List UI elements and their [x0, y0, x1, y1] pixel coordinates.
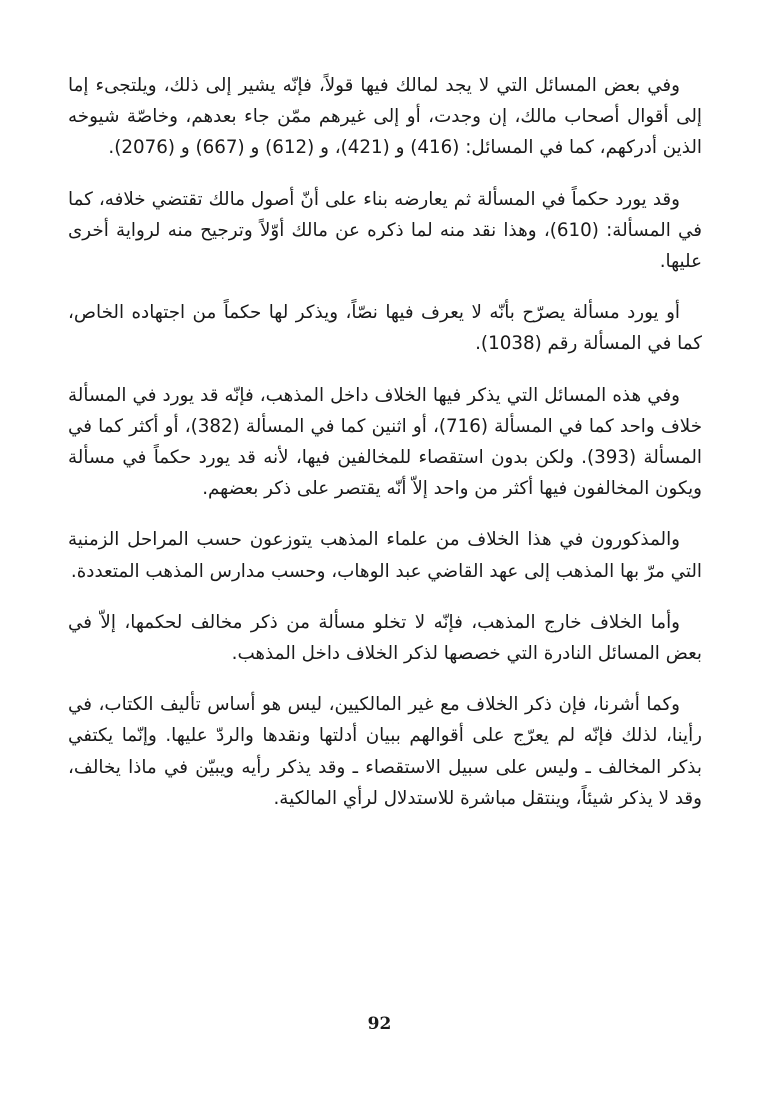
page-number: 92 — [367, 1014, 392, 1034]
paragraph-4: وفي هذه المسائل التي يذكر فيها الخلاف داخل المذهب، فإنّه قد يورد في المسألة خلاف واحد كما في المسألة (716)، أو اثنين كما في المسألة (382)، أو أكثر كما في المسألة (393). ولكن بدون استقصاء للمخالفين فيها، لأنه قد يورد حكماً في مسألة ويكون المخالفون فيها أكثر من واحد إلاّ أنّه يقتصر على ذكر بعضهم. — [68, 384, 703, 500]
paragraph-5: والمذكورون في هذا الخلاف من علماء المذهب يتوزعون حسب المراحل الزمنية التي مرّ بها المذهب إلى عهد القاضي عبد الوهاب، وحسب مدارس المذهب المتعددة. — [68, 529, 702, 582]
paragraph-7: وكما أشرنا، فإن ذكر الخلاف مع غير المالكيين، ليس هو أساس تأليف الكتاب، في رأينا، لذلك فإنّه لم يعرّج على أقوالهم ببيان أدلتها ونقدها والردّ عليها. وإنّما يكتفي بذكر المخالف ـ وليس على سبيل الاستقصاء ـ وقد يذكر رأيه ويبيّن في ماذا يخالف، وقد لا يذكر شيئاً، وينتقل مباشرة للاستدلال لرأي المالكية. — [68, 694, 702, 809]
paragraph-6: وأما الخلاف خارج المذهب، فإنّه لا تخلو مسألة من ذكر مخالف لحكمها، إلاّ في بعض المسائل النادرة التي خصصها لذكر الخلاف داخل المذهب. — [68, 611, 702, 665]
paragraph-1: وفي بعض المسائل التي لا يجد لمالك فيها قولاً، فإنّه يشير إلى ذلك، ويلتجىء إما إلى أقوال أصحاب مالك، إن وجدت، أو إلى غيرهم ممّن جاء بعدهم، وخاصّة شيوخه الذين أدركهم، كما في المسائل: (416) و (421)، و (612) و (667) و (2076). — [68, 75, 702, 159]
paragraph-3: أو يورد مسألة يصرّح بأنّه لا يعرف فيها نصّاً، ويذكر لها حكماً من اجتهاده الخاص، كما في المسألة رقم (1038). — [68, 302, 702, 355]
body-text — [68, 70, 702, 834]
paragraph-2: وقد يورد حكماً في المسألة ثم يعارضه بناء على أنّ أصول مالك تقتضي خلافه، كما في المسألة: (610)، وهذا نقد منه لما ذكره عن مالك أوّلاً وترجيح منه لرواية أخرى عليها. — [68, 188, 702, 273]
